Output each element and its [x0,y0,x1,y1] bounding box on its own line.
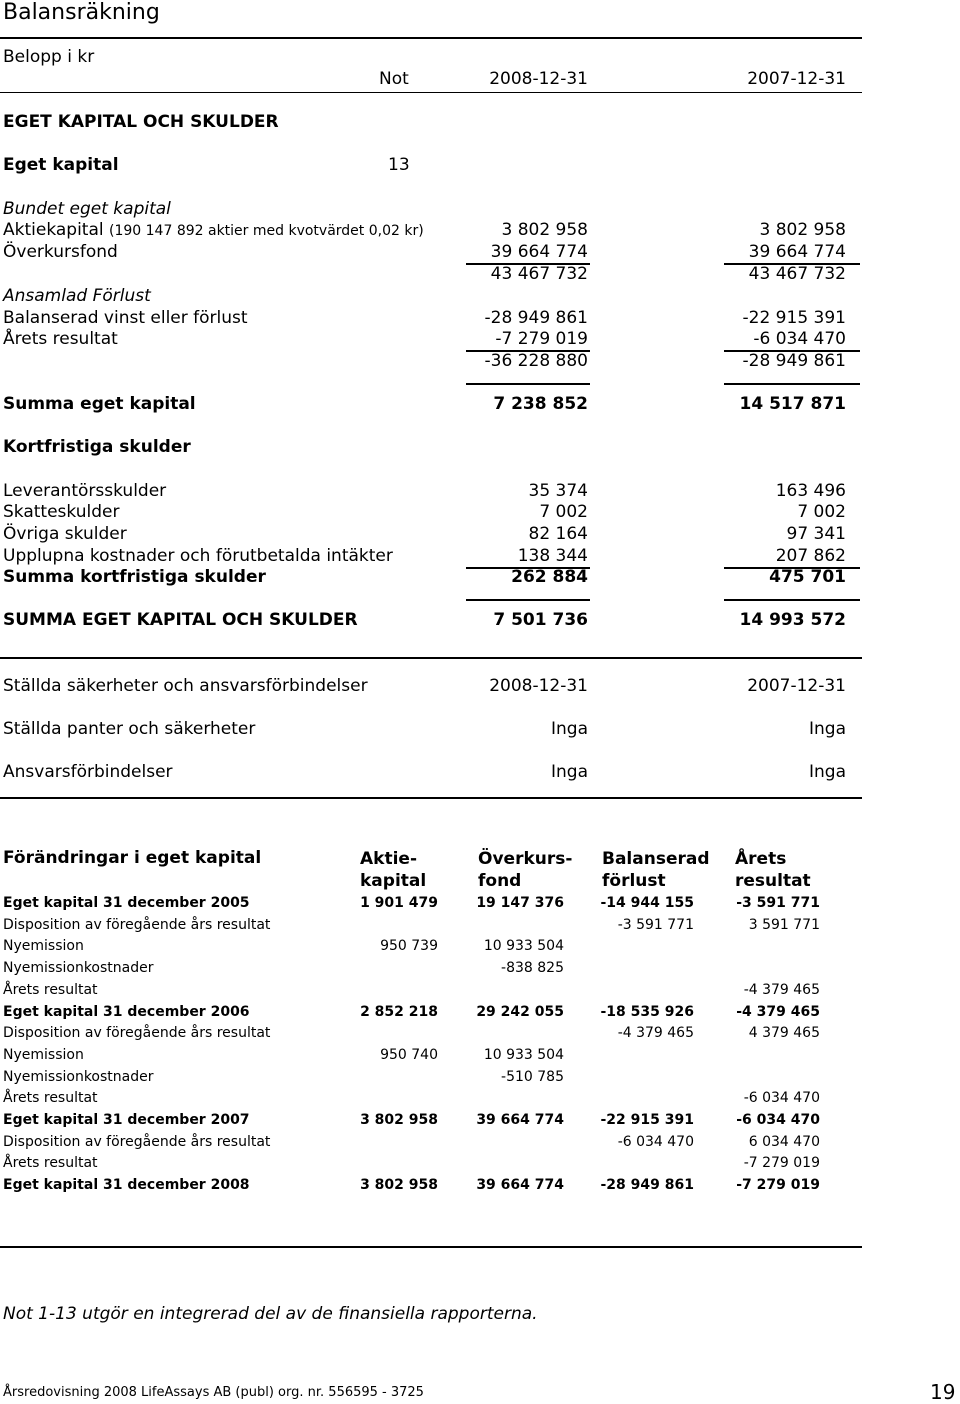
changes-row-label: Eget kapital 31 december 2007 [3,1112,250,1128]
header-col2: 2007-12-31 [747,69,846,89]
changes-row-label: Nyemission [3,938,84,954]
title-rule [0,37,862,39]
equity-total-v2: 14 517 871 [739,394,846,414]
header-col1: 2008-12-31 [489,69,588,89]
changes-row-year-result: -6 034 470 [736,1112,820,1128]
changes-row-year-result: 3 591 771 [748,917,820,933]
changes-row-share-capital: 1 901 479 [360,895,438,911]
liability-label: Upplupna kostnader och förutbetalda intäkter [3,546,393,566]
col-result-line2: resultat [735,871,811,891]
pledges-bottom-rule [0,797,862,799]
retained-label: Balanserad vinst eller förlust [3,308,248,328]
changes-row-label: Eget kapital 31 december 2008 [3,1177,250,1193]
page-number: 19 [930,1380,956,1404]
changes-row-premium-fund: 39 664 774 [476,1112,564,1128]
pledges-col2: 2007-12-31 [747,676,846,696]
col-result-line1: Årets [735,849,787,869]
changes-row-premium-fund: 29 242 055 [476,1004,564,1020]
grand-total-v1: 7 501 736 [493,610,588,630]
changes-row-retained-loss: -22 915 391 [600,1112,694,1128]
changes-row-share-capital: 3 802 958 [360,1112,438,1128]
changes-row-label: Nyemissionkostnader [3,1069,154,1085]
retained-v2: -22 915 391 [742,308,846,328]
changes-row-premium-fund: -510 785 [501,1069,564,1085]
year-result-v2: -6 034 470 [753,329,846,349]
equity-note: 13 [388,155,410,175]
liability-v1: 138 344 [517,546,588,566]
changes-col-retained [602,848,710,892]
bound-sum-v1: 43 467 732 [490,264,588,284]
changes-row-year-result: 4 379 465 [748,1025,820,1041]
pledges-col1: 2008-12-31 [489,676,588,696]
changes-row-label: Disposition av föregående års resultat [3,1025,271,1041]
pledge-row-label: Ansvarsförbindelser [3,762,173,782]
bound-equity-heading: Bundet eget kapital [3,199,171,219]
liability-label: Skatteskulder [3,502,120,522]
unit-label: Belopp i kr [3,47,95,67]
changes-row-retained-loss: -3 591 771 [617,917,694,933]
liability-v1: 7 002 [539,502,588,522]
liability-v2: 207 862 [775,546,846,566]
bound-sum-v2: 43 467 732 [748,264,846,284]
year-result-v1: -7 279 019 [495,329,588,349]
short-term-total-v1: 262 884 [511,567,588,587]
col-share-line2: kapital [360,871,427,891]
liability-label: Övriga skulder [3,524,127,544]
col-retained-line1: Balanserad [602,849,710,869]
loss-sum-v2: -28 949 861 [742,351,846,371]
header-note: Not [379,69,409,89]
pledges-heading: Ställda säkerheter och ansvarsförbindelser [3,676,368,696]
changes-row-year-result: -4 379 465 [743,982,820,998]
premium-label: Överkursfond [3,242,118,262]
liability-v2: 7 002 [797,502,846,522]
changes-row-label: Nyemissionkostnader [3,960,154,976]
changes-title: Förändringar i eget kapital [3,848,262,868]
equity-total-label: Summa eget kapital [3,394,196,414]
changes-col-premium [478,848,572,892]
equity-total-rule-1 [466,383,590,385]
pledge-row-v2: Inga [809,719,846,739]
changes-row-premium-fund: 39 664 774 [476,1177,564,1193]
short-term-total-v2: 475 701 [769,567,846,587]
grand-total-rule-2 [724,599,860,601]
changes-row-share-capital: 950 739 [380,938,438,954]
premium-v1: 39 664 774 [490,242,588,262]
share-capital-label: Aktiekapital [3,220,104,240]
changes-row-label: Nyemission [3,1047,84,1063]
short-term-total-label: Summa kortfristiga skulder [3,567,266,587]
loss-sum-v1: -36 228 880 [484,351,588,371]
loss-heading: Ansamlad Förlust [3,286,151,306]
changes-bottom-rule [0,1246,862,1248]
changes-row-year-result: -6 034 470 [743,1090,820,1106]
changes-row-retained-loss: -18 535 926 [600,1004,694,1020]
changes-row-label: Disposition av föregående års resultat [3,917,271,933]
retained-v1: -28 949 861 [484,308,588,328]
changes-row-year-result: -7 279 019 [736,1177,820,1193]
changes-col-share [360,848,426,892]
grand-total-label: SUMMA EGET KAPITAL OCH SKULDER [3,610,358,630]
changes-row-retained-loss: -28 949 861 [600,1177,694,1193]
changes-row-retained-loss: -6 034 470 [617,1134,694,1150]
changes-row-share-capital: 2 852 218 [360,1004,438,1020]
equity-heading: Eget kapital [3,155,119,175]
changes-row-label: Årets resultat [3,1090,98,1106]
liability-v2: 163 496 [775,481,846,501]
col-share-line1: Aktie- [360,849,418,869]
pledges-top-rule [0,657,862,659]
share-capital-v1: 3 802 958 [501,220,588,240]
year-result-label: Årets resultat [3,329,118,349]
changes-row-premium-fund: 19 147 376 [476,895,564,911]
footer-text: Årsredovisning 2008 LifeAssays AB (publ) org. nr. 556595 - 3725 [3,1385,424,1400]
share-capital-sub: (190 147 892 aktier med kvotvärdet 0,02 kr) [109,223,424,239]
changes-row-share-capital: 3 802 958 [360,1177,438,1193]
section-title: EGET KAPITAL OCH SKULDER [3,112,279,132]
grand-total-rule-1 [466,599,590,601]
changes-row-share-capital: 950 740 [380,1047,438,1063]
changes-row-label: Eget kapital 31 december 2006 [3,1004,250,1020]
equity-total-v1: 7 238 852 [493,394,588,414]
changes-row-retained-loss: -4 379 465 [617,1025,694,1041]
changes-row-year-result: -4 379 465 [736,1004,820,1020]
pledge-row-v2: Inga [809,762,846,782]
changes-row-label: Årets resultat [3,982,98,998]
liability-v1: 82 164 [528,524,588,544]
note-text: Not 1-13 utgör en integrerad del av de finansiella rapporterna. [3,1304,538,1324]
share-capital-row [3,220,424,241]
equity-total-rule-2 [724,383,860,385]
page-title: Balansräkning [3,0,160,25]
pledge-row-v1: Inga [551,719,588,739]
premium-v2: 39 664 774 [748,242,846,262]
changes-row-retained-loss: -14 944 155 [600,895,694,911]
header-rule [0,92,862,93]
pledge-row-v1: Inga [551,762,588,782]
col-retained-line2: förlust [602,871,666,891]
changes-col-result [735,848,811,892]
share-capital-v2: 3 802 958 [759,220,846,240]
changes-row-year-result: -7 279 019 [743,1155,820,1171]
changes-row-year-result: -3 591 771 [736,895,820,911]
changes-row-premium-fund: -838 825 [501,960,564,976]
changes-row-label: Disposition av föregående års resultat [3,1134,271,1150]
grand-total-v2: 14 993 572 [739,610,846,630]
col-premium-line2: fond [478,871,522,891]
changes-row-premium-fund: 10 933 504 [483,938,564,954]
changes-row-label: Eget kapital 31 december 2005 [3,895,250,911]
liability-label: Leverantörsskulder [3,481,167,501]
changes-row-premium-fund: 10 933 504 [483,1047,564,1063]
liability-v2: 97 341 [786,524,846,544]
changes-row-label: Årets resultat [3,1155,98,1171]
short-term-heading: Kortfristiga skulder [3,437,191,457]
liability-v1: 35 374 [528,481,588,501]
changes-row-year-result: 6 034 470 [748,1134,820,1150]
pledge-row-label: Ställda panter och säkerheter [3,719,256,739]
col-premium-line1: Överkurs- [478,849,573,869]
